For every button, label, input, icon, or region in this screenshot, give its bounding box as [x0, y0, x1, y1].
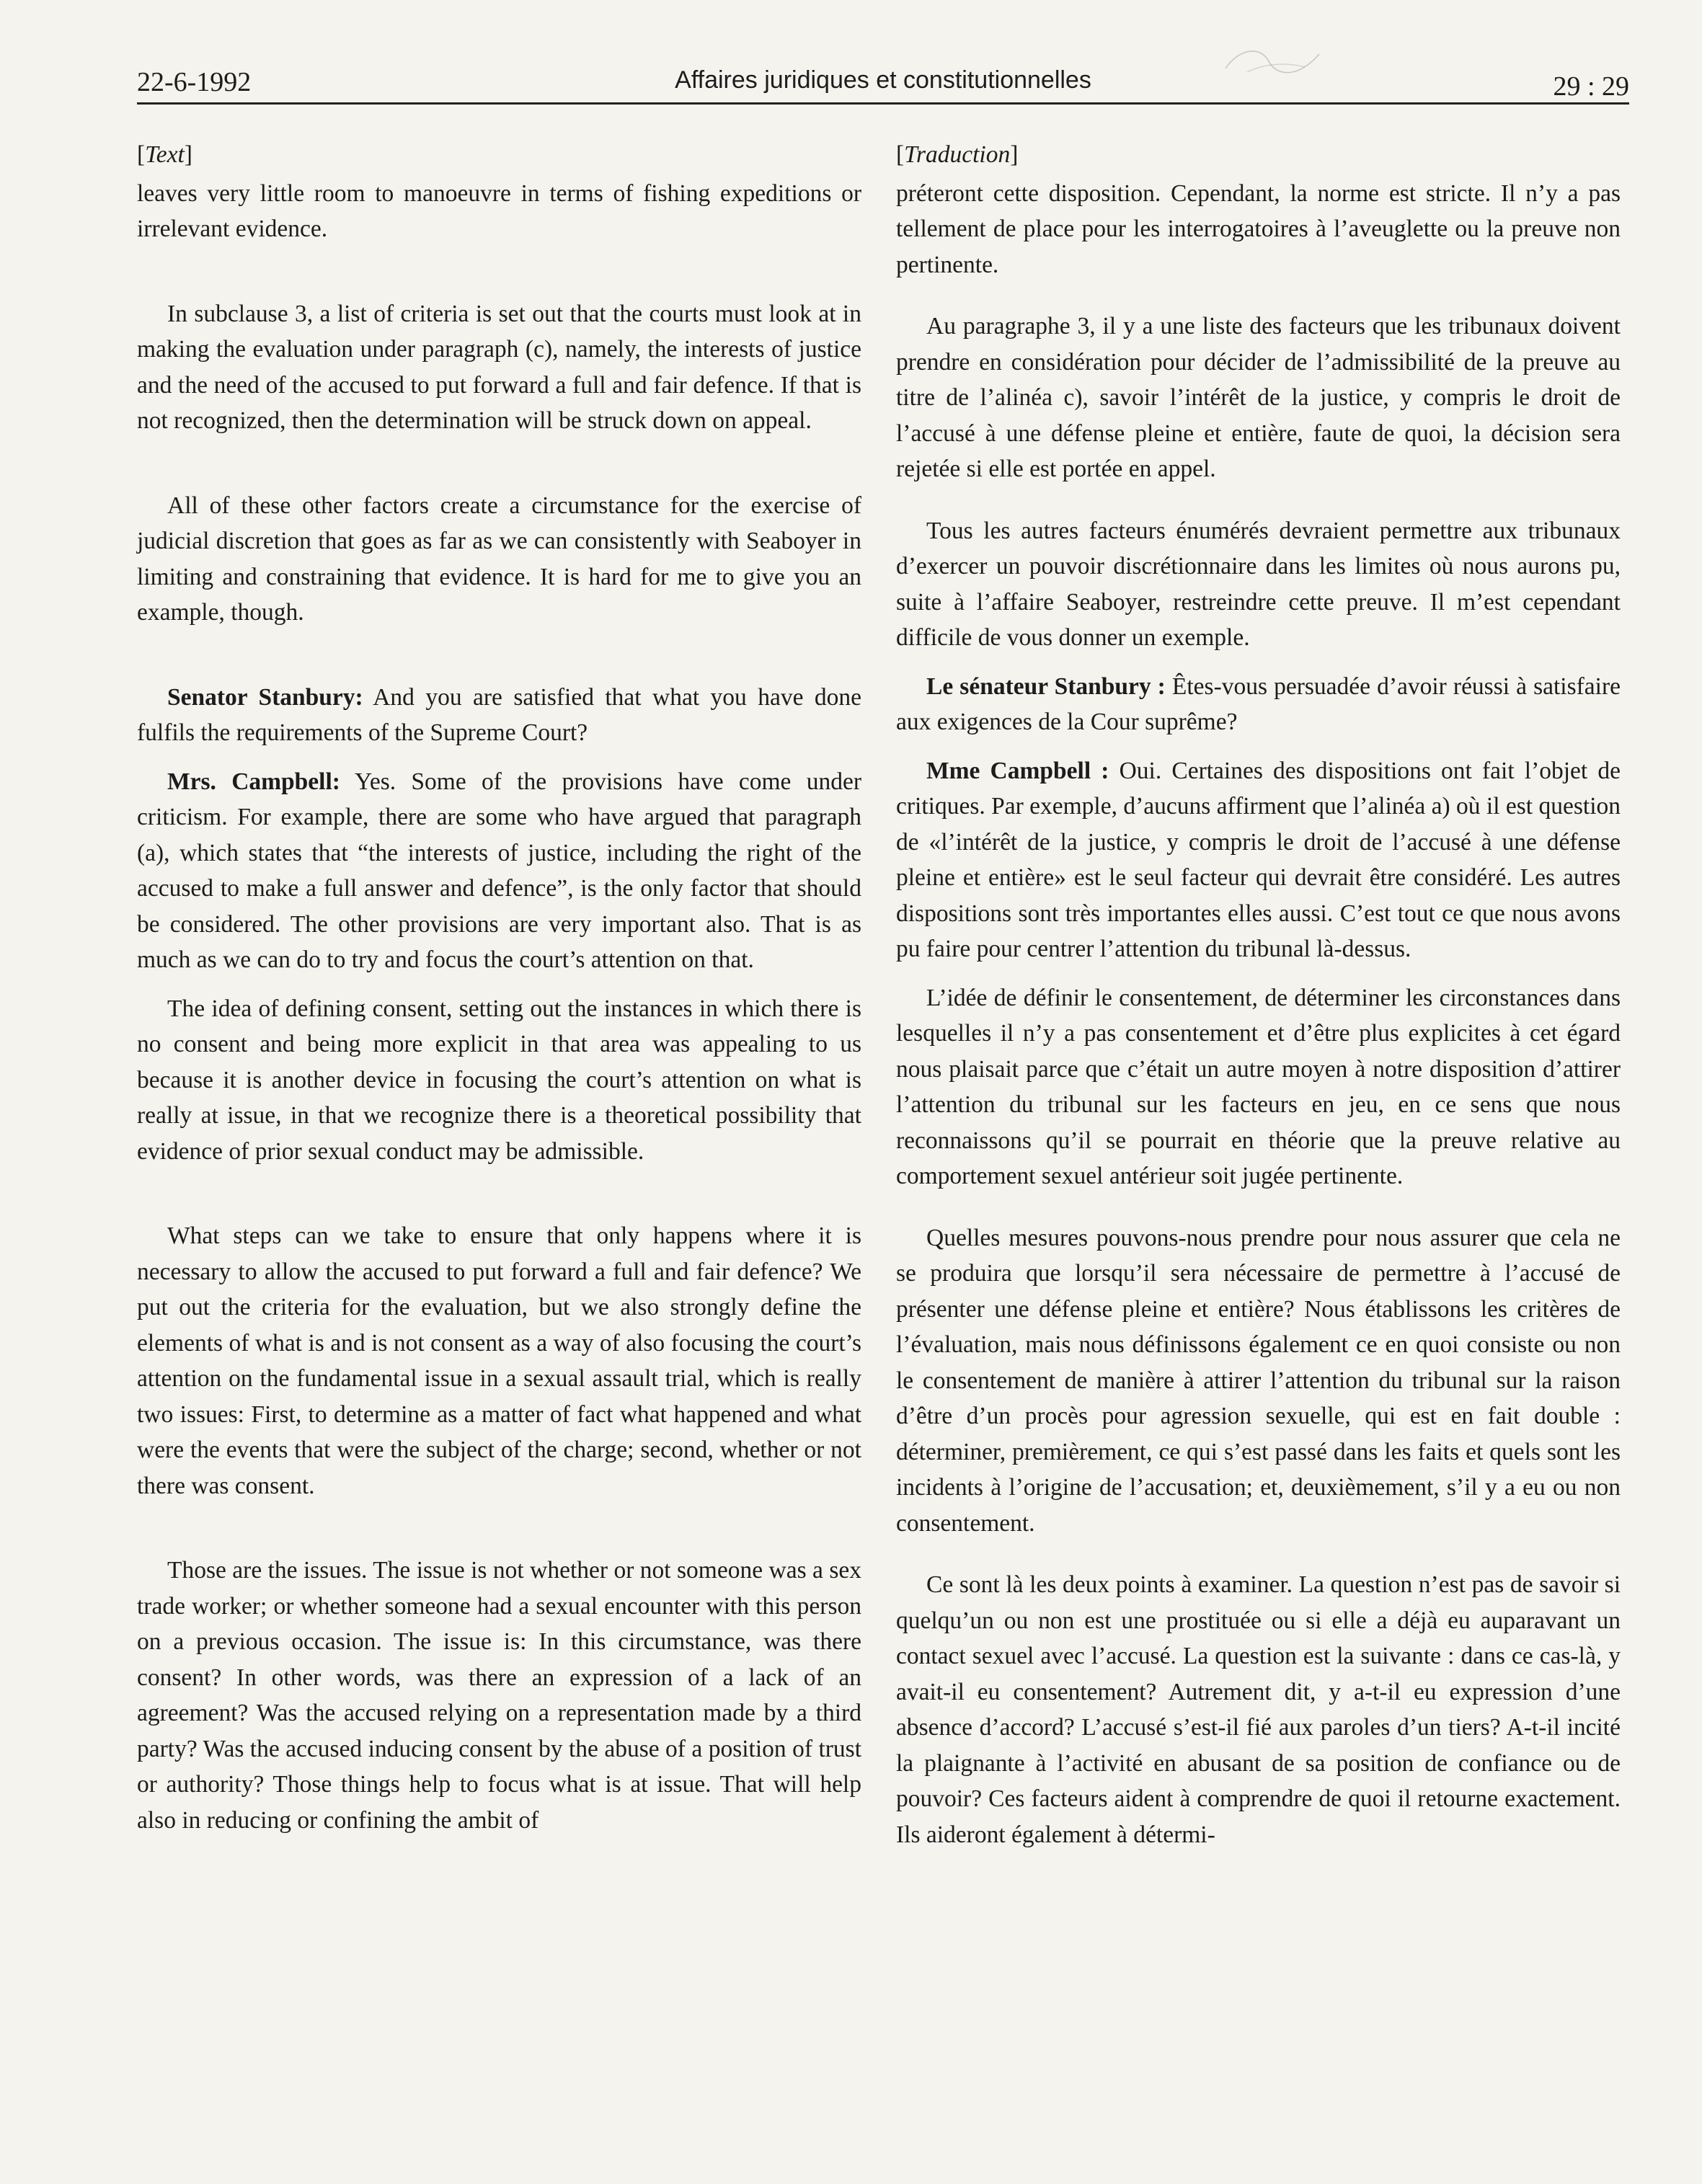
- speaker-name: Mme Campbell :: [926, 757, 1109, 784]
- paragraph: Tous les autres facteurs énumérés devraient permettre aux tribunaux d’exercer un pouvoir discrétionnaire dans les limites où nous aurons pu, suite à l’affaire Seaboyer, restreindre cette preuve. Il m’est cependant difficile de vous donner un exemple.: [896, 517, 1621, 651]
- paragraph: All of these other factors create a circumstance for the exercise of judicial discretion that goes as far as we can consistently with Seaboyer in limiting and constraining that evidence. It is hard for me to give you an example, though.: [137, 492, 861, 626]
- speaker-name: Senator Stanbury:: [167, 683, 363, 711]
- header-title: Affaires juridiques et constitutionnelles: [675, 66, 1091, 94]
- speaker-paragraph: [896, 753, 1621, 967]
- paragraph: The idea of defining consent, setting out the instances in which there is no consent and being more explicit in that area was appealing to us because it is another device in focusing the court’s attention on what is really at issue, in that we recognize there is a theoretical possibility that evidence of prior sexual conduct may be admissible.: [137, 995, 861, 1165]
- paragraph: What steps can we take to ensure that only happens where it is necessary to allow the accused to put forward a full and fair defence? We put out the criteria for the evaluation, but we also strongly define the elements of what is and is not consent as a way of also focusing the court’s attention on the fundamental issue in a sexual assault trial, which is really two issues: First, to determine as a matter of fact what happened and what were the events that were the subject of the charge; second, whether or not there was consent.: [137, 1222, 861, 1499]
- paragraph: L’idée de définir le consentement, de déterminer les circonstances dans lesquelles il n’y a pas consentement et d’être plus explicites à cet égard nous plaisait parce que c’était un autre moyen à notre disposition d’attirer l’attention du tribunal sur les facteurs en jeu, en ce sens que nous reconnaissons qu’il se pourrait en théorie que la preuve relative au comportement sexuel antérieur soit jugée pertinente.: [896, 984, 1621, 1189]
- paragraph: In subclause 3, a list of criteria is set out that the courts must look at in making the evaluation under paragraph (c), namely, the interests of justice and the need of the accused to put forward a full and fair defence. If that is not recognized, then the determination will be struck down on appeal.: [137, 300, 861, 434]
- paragraph: Quelles mesures pouvons-nous prendre pour nous assurer que cela ne se produira que lorsqu’il sera nécessaire de permettre à l’accusé de présenter une défense pleine et entière? Nous établissons les critères de l’évaluation, mais nous définissons également ce en quoi consiste ou non le consentement de manière à attirer l’attention du tribunal sur la raison d’être d’un procès pour agression sexuelle, qui est en fait double : déterminer, premièrement, ce qui s’est passé dans les faits et quels sont les incidents à l’origine de l’accusation; et, deuxièmement, s’il y a eu ou non consentement.: [896, 1224, 1621, 1537]
- english-column: [137, 137, 861, 1838]
- french-column: [896, 137, 1621, 1852]
- language-label-text: Text: [145, 141, 185, 168]
- speech-text: Êtes-vous persuadée d’avoir réussi à satisfaire aux exigences de la Cour suprême?: [896, 672, 1621, 735]
- paragraph-continued: préteront cette disposition. Cependant, la norme est stricte. Il n’y a pas tellement de place pour les interrogatoires à l’aveuglette ou la preuve non pertinente.: [896, 179, 1621, 278]
- language-label-text: Traduction: [904, 141, 1011, 168]
- language-label-french: [Traduction]: [896, 141, 1019, 168]
- header-page-number: 29 : 29: [1553, 71, 1629, 102]
- paragraph-continued: leaves very little room to manoeuvre in terms of fishing expeditions or irrelevant evidence.: [137, 179, 861, 242]
- header-rule: [137, 102, 1629, 105]
- speech-text: Oui. Certaines des dispositions ont fait l’objet de critiques. Par exemple, d’aucuns affirment que l’alinéa a) où il est question de «l’intérêt de la justice, y compris le droit de l’accusé à une défense pleine et entière» est le seul facteur qui devrait être considéré. Les autres dispositions sont très importantes elles aussi. C’est tout ce que nous avons pu faire pour centrer l’attention du tribunal là-dessus.: [896, 757, 1621, 962]
- paragraph: Au paragraphe 3, il y a une liste des facteurs que les tribunaux doivent prendre en considération pour décider de l’admissibilité de la preuve au titre de l’alinéa c), savoir l’intérêt de la justice, y compris le droit de l’accusé à une défense pleine et entière, faute de quoi, la décision sera rejetée si elle est portée en appel.: [896, 313, 1621, 482]
- speaker-paragraph: [137, 680, 861, 751]
- paragraph: Those are the issues. The issue is not whether or not someone was a sex trade worker; or whether someone had a sexual encounter with this person on a previous occasion. The issue is: In this circumstance, was there consent? In other words, was there an expression of a lack of an agreement? Was the accused relying on a representation made by a third party? Was the accused inducing consent by the abuse of a position of trust or authority? Those things help to focus what is at issue. That will help also in reducing or confining the ambit of: [137, 1557, 861, 1834]
- speaker-paragraph: [137, 764, 861, 978]
- language-label-english: [Text]: [137, 141, 192, 168]
- speech-text: Yes. Some of the provisions have come under criticism. For example, there are some who have argued that paragraph (a), which states that “the interests of justice, including the right of the accused to make a full answer and defence”, is the only factor that should be considered. The other provisions are very important also. That is as much as we can do to try and focus the court’s attention on that.: [137, 768, 861, 973]
- speaker-paragraph: [896, 669, 1621, 740]
- header-date: 22-6-1992: [137, 67, 252, 97]
- speaker-name: Mrs. Campbell:: [167, 768, 340, 795]
- paragraph: Ce sont là les deux points à examiner. La question n’est pas de savoir si quelqu’un ou non est une prostituée ou si elle a déjà eu auparavant un contact sexuel avec l’accusé. La question est la suivante : dans ce cas-là, y avait-il eu consentement? Autrement dit, y a-t-il eu expression d’une absence d’accord? L’accusé s’est-il fié aux paroles d’un tiers? A-t-il incité la plaignante à l’activité en abusant de sa position de confiance ou de pouvoir? Ces facteurs aident à comprendre de quoi il retourne exactement. Ils aideront également à détermi-: [896, 1571, 1621, 1848]
- speaker-name: Le sénateur Stanbury :: [926, 672, 1166, 700]
- speech-text: And you are satisfied that what you have done fulfils the requirements of the Supreme Court?: [137, 683, 861, 746]
